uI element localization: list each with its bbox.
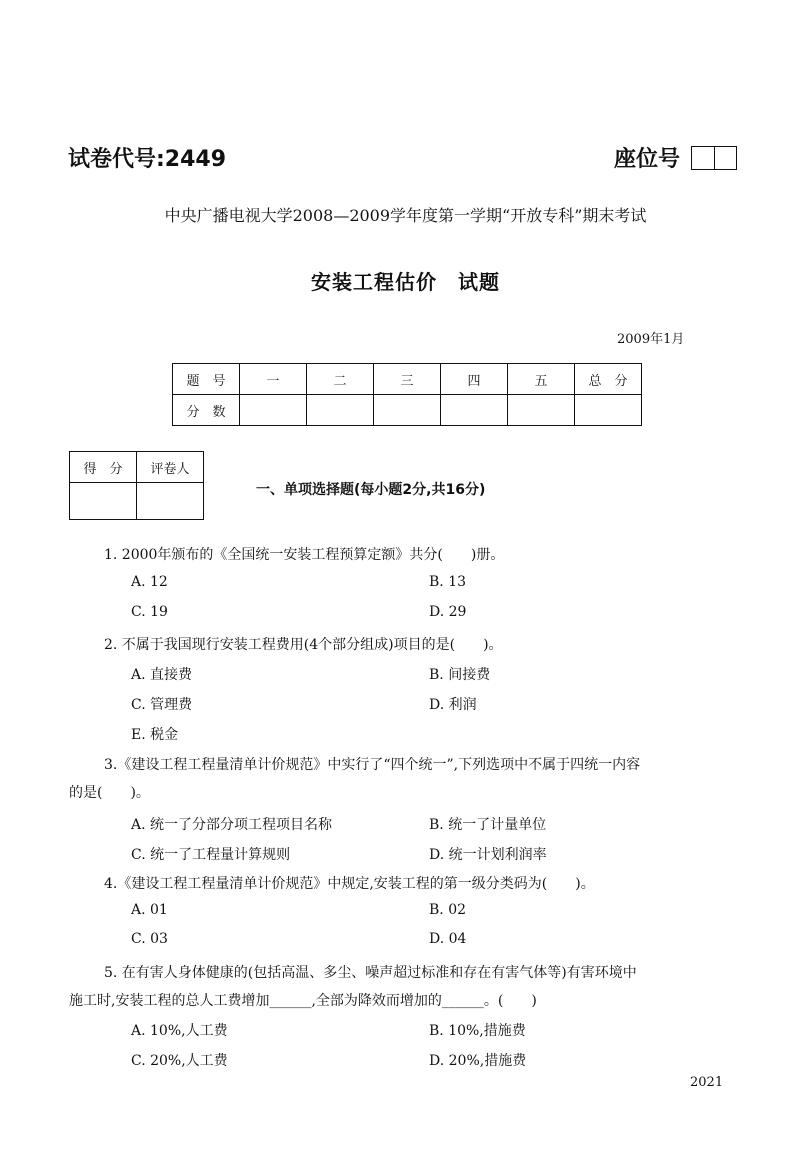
option-a: A. 12: [131, 574, 168, 590]
score-header-cell: 一: [240, 364, 307, 395]
seat-number-box[interactable]: [691, 146, 737, 170]
option-b: B. 统一了计量单位: [429, 817, 547, 833]
exam-date: 2009年1月: [617, 332, 685, 347]
option-a: A. 统一了分部分项工程项目名称: [131, 817, 333, 833]
question-stem: 4.《建设工程工程量清单计价规范》中规定,安装工程的第一级分类码为( )。: [104, 876, 595, 892]
score-header-cell: 四: [441, 364, 508, 395]
option-d: D. 20%,措施费: [429, 1053, 527, 1069]
option-d: D. 04: [429, 931, 467, 947]
question-stem-continued: 施工时,安装工程的总人工费增加______,全部为降效而增加的______。( ): [69, 993, 537, 1009]
option-c: C. 19: [131, 604, 168, 620]
score-header-cell: 题 号: [173, 364, 240, 395]
score-table-header-row: [173, 364, 642, 395]
option-c: C. 管理费: [131, 697, 193, 713]
section-title: 一、单项选择题(每小题2分,共16分): [256, 482, 486, 498]
score-table-score-row: [173, 395, 642, 426]
option-a: A. 01: [131, 902, 168, 918]
grader-score-label: 得 分: [70, 452, 137, 483]
page-number: 2021: [690, 1075, 724, 1090]
option-d: D. 29: [429, 604, 467, 620]
score-row-label: 分 数: [173, 395, 240, 426]
seat-number-label: 座位号: [614, 147, 681, 172]
grader-name-label: 评卷人: [137, 452, 204, 483]
exam-title: 安装工程估价 试题: [311, 270, 500, 294]
grader-score-cell[interactable]: [70, 483, 137, 520]
question-stem: 1. 2000年颁布的《全国统一安装工程预算定额》共分( )册。: [104, 547, 505, 563]
option-c: C. 03: [131, 931, 168, 947]
option-d: D. 统一计划利润率: [429, 847, 547, 863]
exam-heading: 中央广播电视大学2008—2009学年度第一学期“开放专科”期末考试: [164, 206, 647, 225]
score-table: [172, 363, 642, 426]
option-c: C. 20%,人工费: [131, 1053, 228, 1069]
score-cell[interactable]: [441, 395, 508, 426]
option-c: C. 统一了工程量计算规则: [131, 847, 291, 863]
grader-table: [69, 451, 204, 520]
question-stem-continued: 的是( )。: [69, 785, 150, 801]
option-d: D. 利润: [429, 697, 477, 713]
question-stem: 2. 不属于我国现行安装工程费用(4个部分组成)项目的是( )。: [104, 637, 503, 653]
option-b: B. 13: [429, 574, 467, 590]
option-a: A. 10%,人工费: [131, 1023, 228, 1039]
option-e: E. 税金: [131, 727, 179, 743]
score-cell[interactable]: [374, 395, 441, 426]
option-b: B. 02: [429, 902, 467, 918]
grader-name-cell[interactable]: [137, 483, 204, 520]
score-cell[interactable]: [307, 395, 374, 426]
exam-code: 试卷代号:2449: [68, 147, 227, 172]
option-b: B. 间接费: [429, 667, 491, 683]
score-header-cell: 二: [307, 364, 374, 395]
option-a: A. 直接费: [131, 667, 193, 683]
score-header-cell: 总 分: [575, 364, 642, 395]
score-header-cell: 五: [508, 364, 575, 395]
score-cell[interactable]: [508, 395, 575, 426]
score-header-cell: 三: [374, 364, 441, 395]
score-cell[interactable]: [240, 395, 307, 426]
score-cell[interactable]: [575, 395, 642, 426]
option-b: B. 10%,措施费: [429, 1023, 526, 1039]
question-stem: 5. 在有害人身体健康的(包括高温、多尘、噪声超过标准和存在有害气体等)有害环境中: [104, 965, 637, 981]
question-stem: 3.《建设工程工程量清单计价规范》中实行了“四个统一”,下列选项中不属于四统一内容: [104, 757, 641, 773]
